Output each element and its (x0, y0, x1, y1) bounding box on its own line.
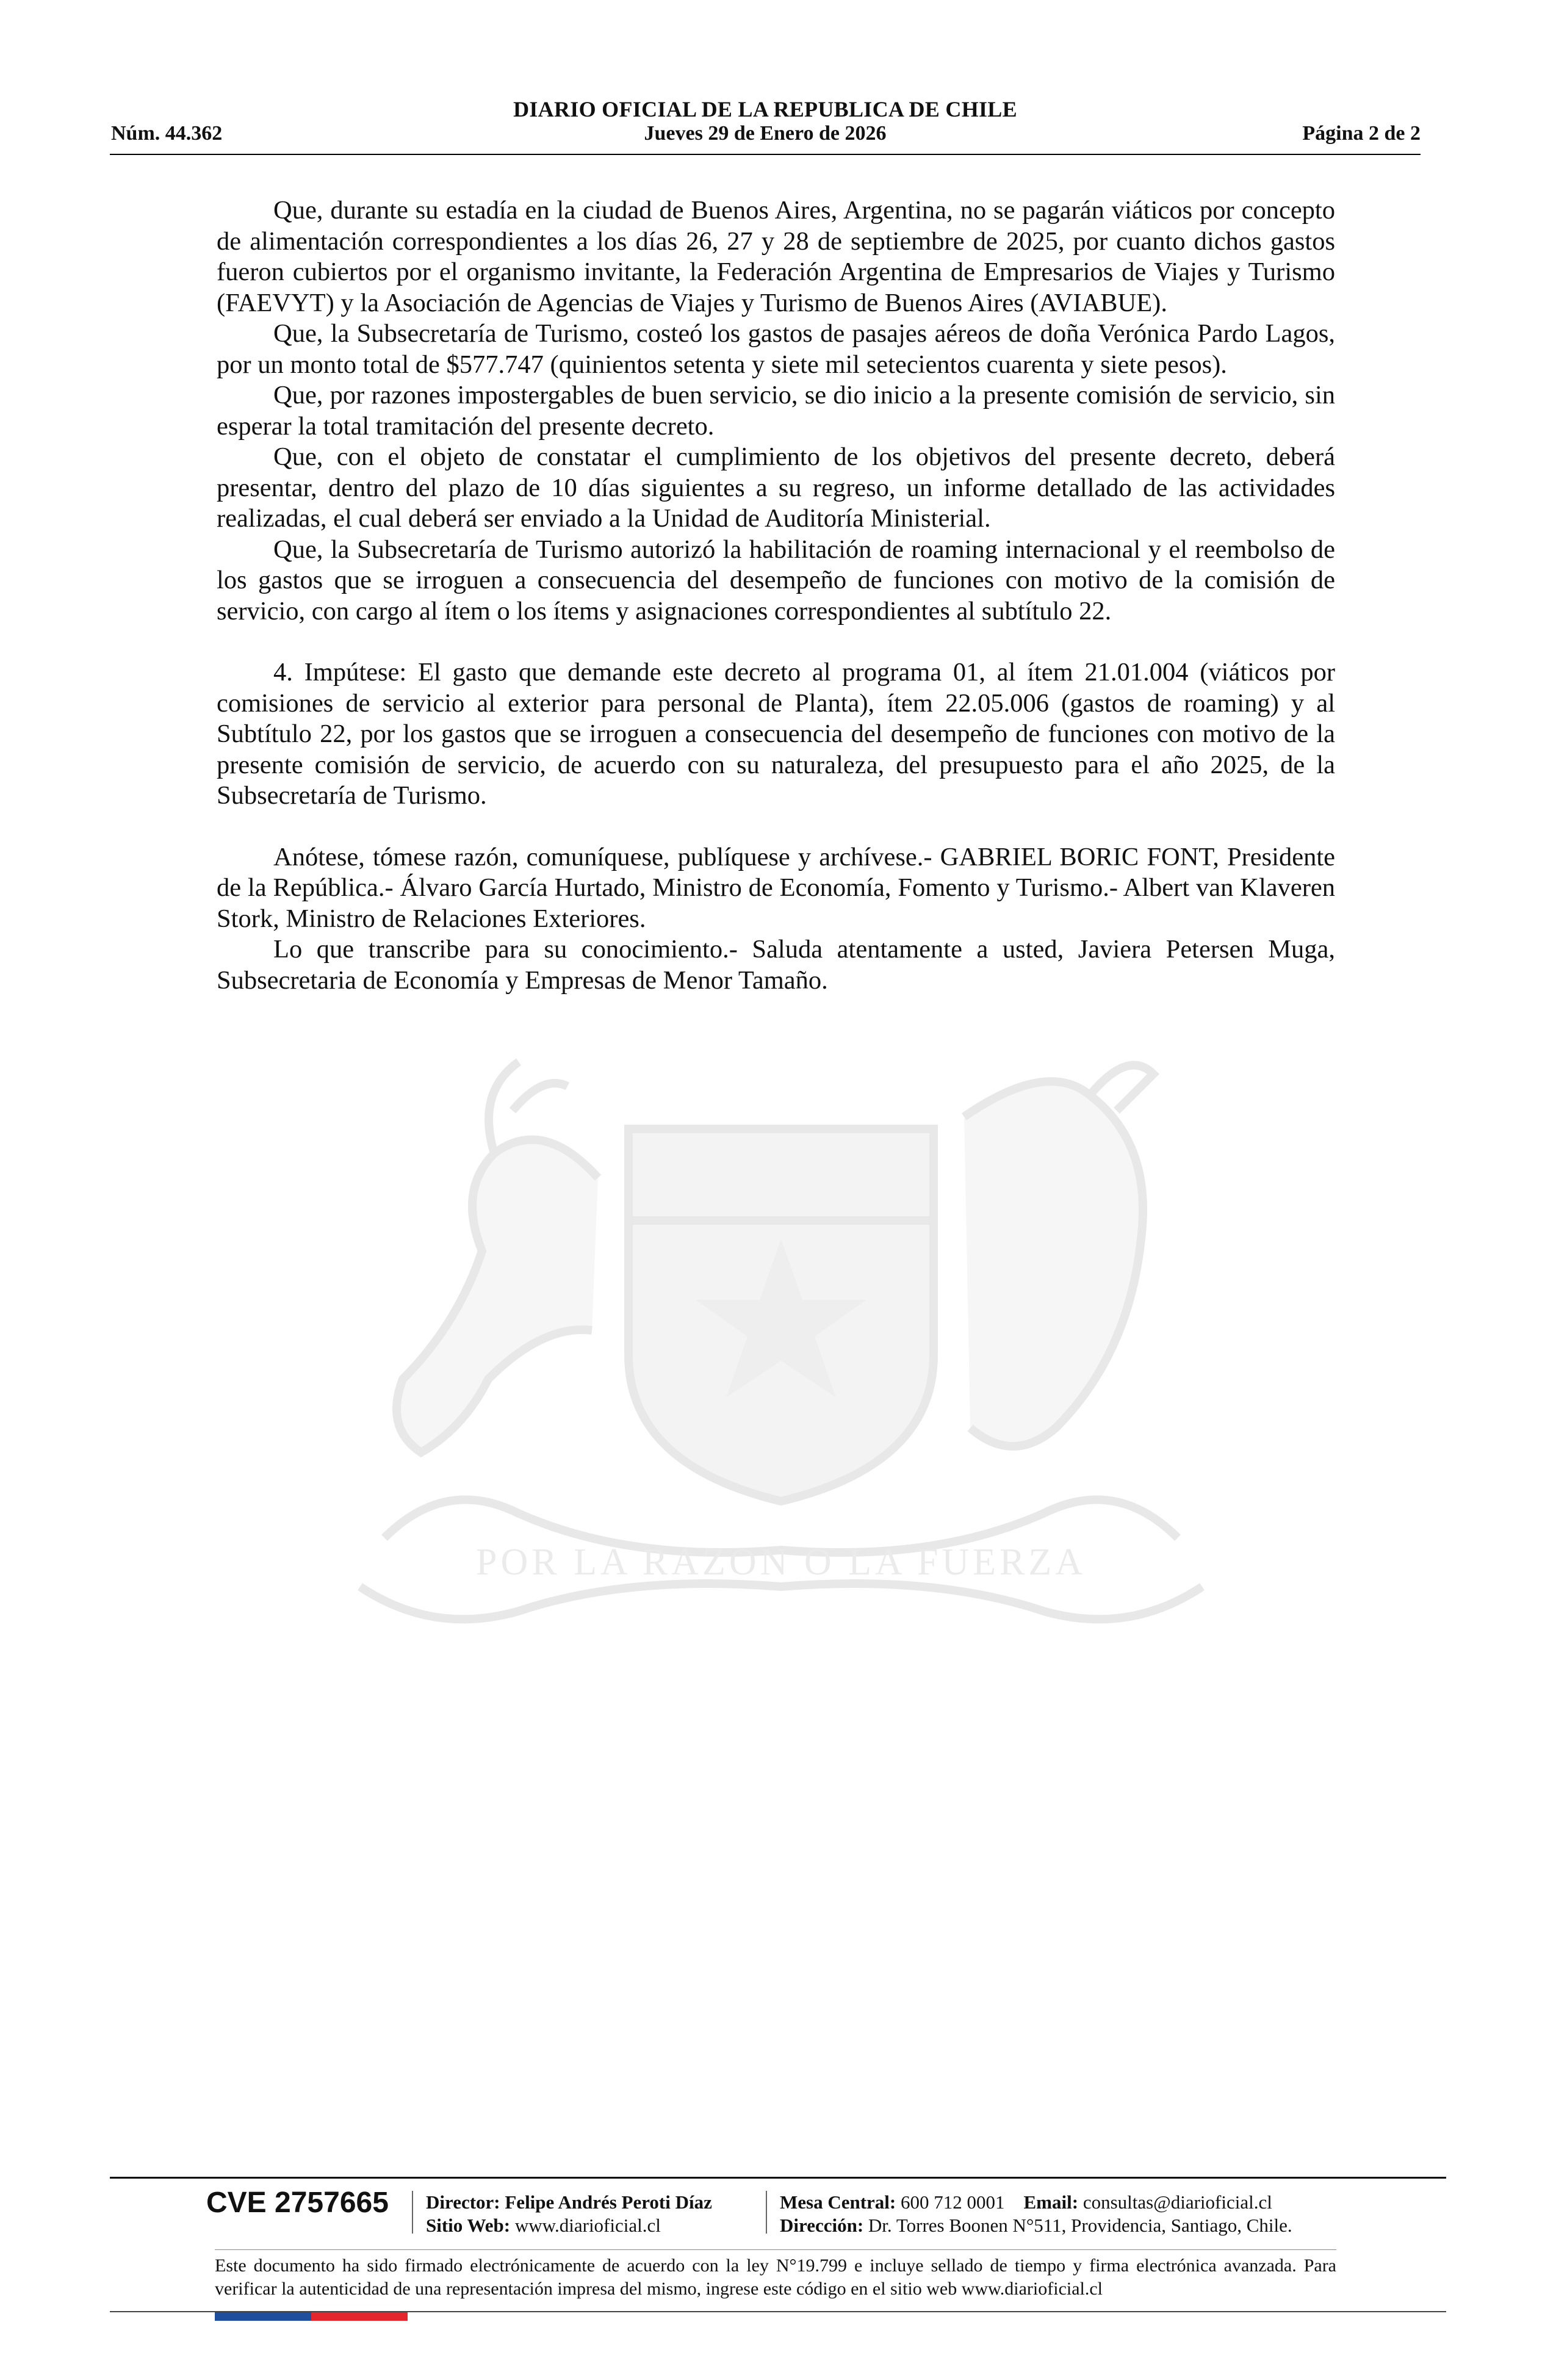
publication-title: DIARIO OFICIAL DE LA REPUBLICA DE CHILE (513, 97, 1017, 121)
footer-contact-block (780, 2191, 1292, 2237)
director-label: Director: (426, 2191, 500, 2213)
flag-stripe (215, 2312, 408, 2321)
signature-note: Este documento ha sido firmado electrónicamente de acuerdo con la ley N°19.799 e incluye sellado de tiempo y firma electrónica avanzada. Para verificar la autenticidad de una representación impresa del mismo, ingrese este código en el sitio web www.diarioficial.cl (215, 2256, 1336, 2299)
paragraph: Lo que transcribe para su conocimiento.- Saluda atentamente a usted, Javiera Petersen Muga, Subsecretaria de Economía y Empresas de Menor Tamaño. (217, 935, 1335, 995)
page-header (110, 92, 1421, 159)
page-indicator: Página 2 de 2 (1302, 122, 1421, 145)
paragraph: Que, con el objeto de constatar el cumplimiento de los objetivos del presente decreto, deberá presentar, dentro del plazo de 10 días siguientes a su regreso, un informe detallado de las actividades realizadas, el cual deberá ser enviado a la Unidad de Auditoría Ministerial. (217, 442, 1335, 533)
watermark-motto: POR LA RAZON O LA FUERZA (475, 1542, 1087, 1583)
website-link[interactable]: www.diarioficial.cl (514, 2215, 661, 2236)
footer-separator (766, 2191, 767, 2234)
footer-separator (412, 2191, 413, 2234)
address-value: Dr. Torres Boonen N°511, Providencia, Santiago, Chile. (868, 2215, 1292, 2236)
cve-code: CVE 2757665 (206, 2187, 389, 2219)
paragraph: Que, por razones impostergables de buen servicio, se dio inicio a la presente comisión de servicio, sin esperar la total tramitación del presente decreto. (217, 381, 1335, 441)
flag-blue-segment (215, 2312, 311, 2321)
header-divider (110, 154, 1421, 155)
address-label: Dirección: (780, 2215, 864, 2236)
mesa-phone: 600 712 0001 (901, 2191, 1005, 2213)
mesa-label: Mesa Central: (780, 2191, 896, 2213)
paragraph: Que, la Subsecretaría de Turismo, costeó los gastos de pasajes aéreos de doña Verónica Pardo Lagos, por un monto total de $577.747 (quinientos setenta y siete mil setecientos cuarenta y siete pesos). (217, 319, 1335, 379)
paragraph: 4. Impútese: El gasto que demande este decreto al programa 01, al ítem 21.01.004 (viáticos por comisiones de servicio al exterior para personal de Planta), ítem 22.05.006 (gastos de roaming) y al Subtítulo 22, por los gastos que se irroguen a consecuencia del desempeño de funciones con motivo de la presente comisión de servicio, de acuerdo con su naturaleza, del presupuesto para el año 2025, de la Subsecretaría de Turismo. (217, 658, 1335, 810)
paragraph: Que, durante su estadía en la ciudad de Buenos Aires, Argentina, no se pagarán viáticos por concepto de alimentación correspondientes a los días 26, 27 y 28 de septiembre de 2025, por cuanto dichos gastos fueron cubiertos por el organismo invitante, la Federación Argentina de Empresarios de Viajes y Turismo (FAEVYT) y la Asociación de Agencias de Viajes y Turismo de Buenos Aires (AVIABUE). (217, 196, 1335, 317)
footer-divider-top (110, 2177, 1446, 2179)
footer-director-block (426, 2191, 712, 2237)
flag-red-segment (311, 2312, 408, 2321)
footer-divider-mid (215, 2249, 1336, 2250)
paragraph: Anótese, tómese razón, comuníquese, publíquese y archívese.- GABRIEL BORIC FONT, Presidente de la República.- Álvaro García Hurtado, Ministro de Economía, Fomento y Turismo.- Albert van Klaveren Stork, Ministro de Relaciones Exteriores. (217, 842, 1335, 933)
coat-of-arms-watermark (201, 1037, 1361, 1733)
document-body (217, 195, 1335, 996)
issue-date: Jueves 29 de Enero de 2026 (644, 122, 887, 145)
email-label: Email: (1023, 2191, 1079, 2213)
paragraph: Que, la Subsecretaría de Turismo autorizó la habilitación de roaming internacional y el reembolso de los gastos que se irroguen a consecuencia del desempeño de funciones con motivo de la comisión de servicio, con cargo al ítem o los ítems y asignaciones correspondientes al subtítulo 22. (217, 535, 1335, 626)
website-label: Sitio Web: (426, 2215, 511, 2236)
email-link[interactable]: consultas@diarioficial.cl (1082, 2191, 1272, 2213)
issue-number: Núm. 44.362 (111, 122, 223, 145)
director-name: Felipe Andrés Peroti Díaz (505, 2191, 712, 2213)
